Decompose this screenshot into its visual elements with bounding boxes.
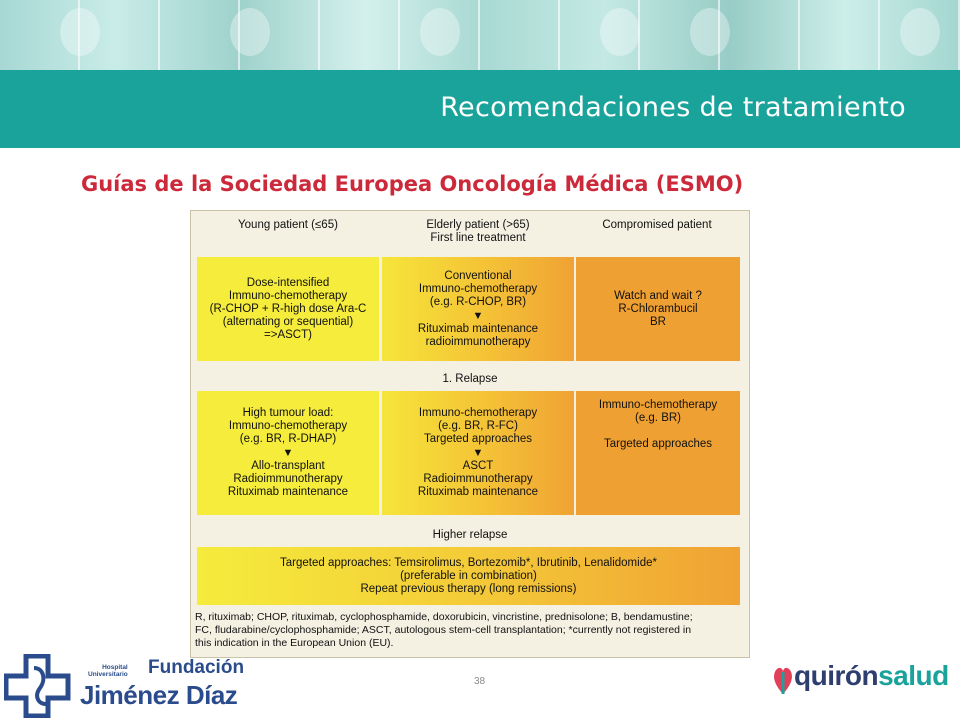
fjd-hospital-label (88, 664, 128, 678)
quironsalud-wordmark (794, 660, 949, 692)
page-number: 38 (474, 676, 486, 687)
fjd-hospital-line2: Universitario (88, 671, 128, 678)
first-line-elderly-line: (e.g. R-CHOP, BR) (429, 295, 527, 308)
first-line-young-line: Immuno-chemotherapy (228, 289, 348, 302)
fjd-fundacion-text: Fundación (148, 657, 245, 678)
higher-relapse-line: (preferable in combination) (400, 569, 537, 582)
first-line-young-line: Dose-intensified (246, 276, 330, 289)
first-line-young-box (197, 257, 379, 361)
first-line-elderly-line: Rituximab maintenance (417, 322, 539, 335)
quironsalud-part2: salud (878, 660, 949, 691)
fjd-jimenez-text: Jiménez Díaz (80, 680, 238, 710)
first-line-elderly-line: Immuno-chemotherapy (418, 282, 538, 295)
relapse-elderly-line: Rituximab maintenance (417, 486, 539, 498)
down-arrow-icon: ▼ (472, 309, 484, 322)
relapse-young-line: (e.g. BR, R-DHAP) (239, 433, 337, 445)
relapse-young-line: Immuno-chemotherapy (228, 420, 348, 432)
relapse-compromised-line: Targeted approaches (603, 438, 713, 450)
fjd-hospital-line1: Hospital (102, 664, 128, 671)
figure-footnote (195, 611, 747, 650)
relapse-elderly-line: Immuno-chemotherapy (418, 407, 538, 419)
slide-subtitle: Guías de la Sociedad Europea Oncología Médica (ESMO) (81, 172, 744, 196)
header-elderly-line1: Elderly patient (>65) (426, 219, 530, 231)
relapse-compromised-line: Immuno-chemotherapy (598, 399, 718, 411)
first-line-compromised-line: R-Chlorambucil (618, 302, 698, 315)
treatment-algorithm-figure (190, 210, 750, 658)
first-line-elderly-line: Conventional (444, 269, 512, 282)
header-elderly-line2: First line treatment (430, 232, 526, 244)
footnote-line: this indication in the European Union (EU). (195, 637, 394, 649)
footnote-line: FC, fludarabine/cyclophosphamide; ASCT, autologous stem-cell transplantation; *currently not registered in (195, 624, 692, 636)
first-line-young-line: =>ASCT) (264, 328, 312, 341)
first-line-compromised-box (576, 257, 740, 361)
slide-title: Recomendaciones de tratamiento (440, 92, 906, 123)
relapse-compromised-line: (e.g. BR) (634, 412, 681, 424)
quironsalud-heart-icon (772, 658, 794, 698)
header-photo-strip (0, 0, 960, 70)
header-young-patient (195, 217, 381, 247)
relapse-young-line: Rituximab maintenance (227, 486, 349, 498)
relapse-elderly-box (382, 391, 574, 515)
higher-relapse-line: Targeted approaches: Temsirolimus, Bortezomib*, Ibrutinib, Lenalidomide* (280, 556, 657, 569)
down-arrow-icon: ▼ (472, 447, 484, 459)
first-line-elderly-box (382, 257, 574, 361)
down-arrow-icon: ▼ (282, 447, 294, 459)
relapse-elderly-line: ASCT (462, 460, 494, 472)
first-line-compromised-line: BR (650, 315, 666, 328)
footnote-line: R, rituximab; CHOP, rituximab, cyclophosphamide, doxorubicin, vincristine, prednisolone; B, bendamustine; (195, 611, 693, 623)
first-line-young-line: (R-CHOP + R-high dose Ara-C (209, 302, 367, 315)
higher-relapse-label: Higher relapse (432, 529, 508, 541)
relapse-elderly-line: Radioimmunotherapy (423, 473, 533, 485)
relapse-elderly-line: Targeted approaches (423, 433, 533, 445)
header-elderly-patient (381, 217, 575, 247)
relapse-elderly-line: (e.g. BR, R-FC) (438, 420, 518, 432)
relapse-young-line: High tumour load: (242, 407, 334, 419)
header-compromised-patient (575, 217, 739, 247)
relapse-compromised-box (576, 391, 740, 515)
header-young-text: Young patient (≤65) (238, 219, 338, 231)
quironsalud-part1: quirón (794, 660, 879, 691)
header-compromised-text: Compromised patient (602, 219, 712, 231)
first-line-compromised-line: Watch and wait ? (614, 289, 702, 302)
first-line-elderly-line: radioimmunotherapy (425, 335, 531, 348)
relapse-young-line: Allo-transplant (251, 460, 325, 472)
relapse-young-line: Radioimmunotherapy (233, 473, 343, 485)
title-band (0, 70, 960, 148)
relapse-label: 1. Relapse (442, 373, 498, 385)
first-line-young-line: (alternating or sequential) (222, 315, 354, 328)
higher-relapse-line: Repeat previous therapy (long remissions) (360, 582, 577, 595)
higher-relapse-box (197, 547, 740, 605)
relapse-young-box (197, 391, 379, 515)
